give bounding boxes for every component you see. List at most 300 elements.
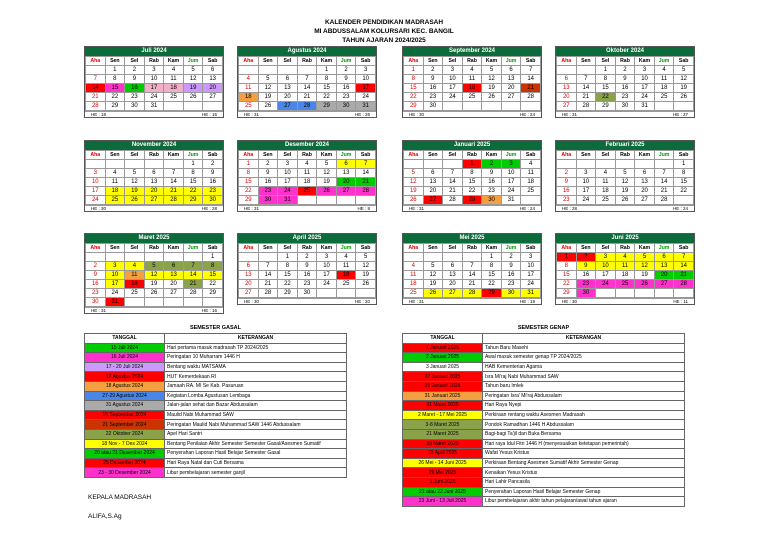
day-header: Sel [443, 151, 463, 160]
day-cell: 5 [482, 66, 502, 75]
day-cell: 12 [615, 178, 635, 187]
day-cell: 3 [443, 66, 463, 75]
event-description: Peringatan 10 Muharram 1446 H [165, 353, 347, 363]
day-cell: 13 [501, 75, 521, 84]
day-cell: 1 [557, 253, 577, 262]
day-cell: 5 [674, 66, 694, 75]
day-header: Kam [317, 57, 337, 66]
day-cell: 24 [317, 280, 337, 289]
effective-days: HE : 31 [91, 308, 107, 313]
day-cell: 10 [278, 169, 298, 178]
day-cell: 29 [183, 196, 203, 205]
day-cell: 7 [258, 262, 278, 271]
column-header: KETERANGAN [165, 334, 347, 344]
table-row [403, 468, 685, 478]
table-row [403, 353, 685, 363]
day-cell: 1 [404, 66, 424, 75]
day-cell: 27 [557, 102, 577, 111]
month-calendar [237, 233, 377, 305]
day-cell: 7 [183, 262, 203, 271]
day-header: Sab [521, 57, 541, 66]
day-cell: 2 [297, 253, 317, 262]
day-cell: 18 [654, 84, 674, 93]
day-cell: 28 [521, 93, 541, 102]
day-cell: 2 [86, 262, 106, 271]
event-description: HAB Kementerian Agama [483, 362, 685, 372]
day-cell: 16 [336, 84, 356, 93]
table-row [403, 458, 685, 468]
day-cell: 4 [596, 169, 616, 178]
day-header: Sab [203, 151, 223, 160]
event-date: 21 September 2024 [85, 420, 165, 430]
day-cell: 9 [258, 169, 278, 178]
day-cell: 18 [336, 271, 356, 280]
day-cell: 16 [615, 84, 635, 93]
day-cell: 2 [336, 66, 356, 75]
day-cell: 15 [317, 84, 337, 93]
day-header: Sen [105, 151, 125, 160]
day-header: Aha [239, 244, 259, 253]
effective-days: HE : 28 [201, 206, 217, 211]
day-cell: 13 [278, 84, 298, 93]
day-cell: 17 [144, 84, 164, 93]
day-cell [297, 196, 317, 205]
day-cell: 6 [239, 262, 259, 271]
day-cell: 3 [144, 66, 164, 75]
day-cell: 27 [443, 289, 463, 298]
day-cell: 4 [521, 160, 541, 169]
day-cell: 2 [576, 253, 596, 262]
day-cell: 2 [501, 253, 521, 262]
day-cell: 9 [336, 75, 356, 84]
month-title: Maret 2025 [85, 234, 223, 243]
event-description: Jamaah RA. MI Se Kab. Pasuruan [165, 381, 347, 391]
day-cell: 17 [443, 84, 463, 93]
day-cell: 6 [501, 66, 521, 75]
day-cell: 6 [635, 169, 655, 178]
day-header: Sab [356, 151, 376, 160]
day-header: Sab [674, 57, 694, 66]
day-cell: 27 [239, 289, 259, 298]
day-cell: 30 [258, 196, 278, 205]
day-cell [336, 196, 356, 205]
event-date: 17 Agustus 2024 [85, 372, 165, 382]
day-header: Sen [423, 57, 443, 66]
day-cell: 20 [654, 271, 674, 280]
day-cell: 28 [86, 102, 106, 111]
day-cell: 14 [183, 271, 203, 280]
day-header: Jum [501, 57, 521, 66]
month-title: April 2025 [238, 234, 376, 243]
effective-days: HE : 18 [91, 112, 107, 117]
event-date: 26 Mei - 14 Juni 2025 [403, 458, 483, 468]
day-cell: 19 [423, 280, 443, 289]
day-cell: 24 [144, 93, 164, 102]
day-header: Jum [183, 57, 203, 66]
day-cell [183, 253, 203, 262]
day-cell [596, 160, 616, 169]
table-row [85, 372, 347, 382]
day-cell: 24 [576, 196, 596, 205]
day-cell: 31 [501, 196, 521, 205]
day-cell [443, 102, 463, 111]
day-cell: 5 [615, 169, 635, 178]
day-cell: 26 [635, 280, 655, 289]
day-header: Kam [164, 57, 184, 66]
event-date: 18 Agustus 2024 [85, 381, 165, 391]
day-cell: 2 [203, 160, 223, 169]
day-cell: 16 [576, 271, 596, 280]
day-cell: 3 [501, 160, 521, 169]
month-footer [403, 298, 541, 304]
table-row [85, 343, 347, 353]
day-cell [443, 253, 463, 262]
day-cell: 18 [404, 280, 424, 289]
day-header: Rab [297, 57, 317, 66]
event-description: Libur pembelajaran akhir tahun pelajaran/awal tahun ajaran [483, 497, 685, 507]
month-title: Mei 2025 [403, 234, 541, 243]
month-footer [556, 205, 694, 211]
day-cell: 8 [278, 262, 298, 271]
day-cell: 19 [125, 187, 145, 196]
table-row [85, 391, 347, 401]
day-cell: 19 [183, 84, 203, 93]
table-row [403, 372, 685, 382]
month-title: Desember 2024 [238, 141, 376, 150]
event-description: Jalan-jalan sehat dan Bazar Abdussalam [165, 401, 347, 411]
table-row [85, 429, 347, 439]
day-cell [239, 253, 259, 262]
day-cell: 26 [674, 93, 694, 102]
day-cell [164, 102, 184, 111]
event-date: 21 atau 22 Juni 2025 [403, 487, 483, 497]
day-header: Kam [164, 151, 184, 160]
day-cell: 22 [462, 187, 482, 196]
month-calendar [555, 233, 695, 305]
day-cell: 20 [144, 187, 164, 196]
signature-name: ALIFA,S.Ag [88, 513, 122, 520]
day-cell: 1 [482, 253, 502, 262]
day-cell: 28 [462, 289, 482, 298]
day-cell: 14 [258, 271, 278, 280]
day-cell: 4 [462, 66, 482, 75]
day-cell [164, 298, 184, 307]
table-row [403, 381, 685, 391]
day-header: Sab [521, 151, 541, 160]
day-header: Jum [501, 151, 521, 160]
day-cell: 21 [86, 93, 106, 102]
day-cell [144, 160, 164, 169]
month-footer [85, 111, 223, 117]
day-cell: 16 [482, 178, 502, 187]
table-row [85, 468, 347, 478]
day-cell [125, 298, 145, 307]
event-date: 31 Maret 2025 [403, 401, 483, 411]
event-description: Bagi-bagi Ta'jil dan Buka Bersama [483, 429, 685, 439]
table-row [403, 449, 685, 459]
day-cell: 26 [125, 196, 145, 205]
effective-days: HE : 19 [519, 299, 535, 304]
day-cell: 12 [404, 178, 424, 187]
event-date: 17 - 20 Juli 2024 [85, 362, 165, 372]
day-header: Rab [615, 244, 635, 253]
day-cell: 31 [635, 102, 655, 111]
day-cell: 18 [596, 187, 616, 196]
day-cell: 28 [356, 187, 376, 196]
day-cell: 26 [317, 187, 337, 196]
day-cell: 15 [596, 84, 616, 93]
day-header: Rab [615, 57, 635, 66]
day-header: Sen [258, 57, 278, 66]
event-date: 29 Mei 2025 [403, 468, 483, 478]
day-cell: 14 [164, 178, 184, 187]
day-cell: 11 [297, 169, 317, 178]
day-header: Sab [203, 57, 223, 66]
day-cell: 3 [356, 66, 376, 75]
event-description: Libur pembelajaran semester ganjil [165, 468, 347, 478]
month-footer [556, 111, 694, 117]
day-cell: 27 [423, 196, 443, 205]
day-cell: 1 [278, 253, 298, 262]
day-cell: 21 [356, 178, 376, 187]
day-header: Rab [462, 244, 482, 253]
day-cell: 2 [482, 160, 502, 169]
day-cell: 20 [423, 187, 443, 196]
month-calendar [84, 140, 224, 212]
day-cell: 18 [521, 178, 541, 187]
day-cell: 13 [203, 75, 223, 84]
day-cell [501, 102, 521, 111]
day-cell: 4 [654, 66, 674, 75]
effective-days: HE : 11 [673, 299, 688, 304]
table-row [403, 391, 685, 401]
day-cell: 15 [674, 178, 694, 187]
day-cell [521, 102, 541, 111]
day-header: Sab [674, 151, 694, 160]
day-cell: 4 [105, 169, 125, 178]
day-header: Kam [164, 244, 184, 253]
day-cell [203, 102, 223, 111]
day-cell [86, 160, 106, 169]
day-cell: 17 [317, 271, 337, 280]
day-cell: 28 [654, 196, 674, 205]
day-cell: 30 [297, 289, 317, 298]
day-cell: 19 [356, 271, 376, 280]
table-row [403, 362, 685, 372]
day-cell: 23 [203, 187, 223, 196]
day-cell: 10 [105, 271, 125, 280]
effective-days: HE : 31 [562, 112, 578, 117]
day-cell: 22 [317, 93, 337, 102]
day-cell: 19 [258, 93, 278, 102]
table-row [85, 458, 347, 468]
day-cell: 13 [239, 271, 259, 280]
day-header: Rab [462, 151, 482, 160]
event-date: 15 Juli 2024 [85, 343, 165, 353]
day-cell: 1 [596, 66, 616, 75]
day-cell: 25 [105, 196, 125, 205]
day-header: Sen [258, 151, 278, 160]
event-description: Isra Mi'raj Nabi Muhammad SAW [483, 372, 685, 382]
event-description: Perkiraan Bentang Asesmen Sumatif Akhir Semester Genap [483, 458, 685, 468]
day-cell: 30 [86, 298, 106, 307]
day-cell: 16 [501, 271, 521, 280]
day-cell [258, 253, 278, 262]
day-cell: 12 [183, 75, 203, 84]
day-cell: 6 [203, 66, 223, 75]
signature-title: KEPALA MADRASAH [88, 494, 152, 501]
day-cell: 17 [278, 178, 298, 187]
day-cell: 20 [336, 178, 356, 187]
day-cell: 3 [576, 169, 596, 178]
day-cell: 18 [125, 280, 145, 289]
day-cell: 15 [404, 84, 424, 93]
day-cell: 10 [86, 178, 106, 187]
day-cell: 16 [297, 271, 317, 280]
event-date: 21 Maret 2025 [403, 429, 483, 439]
event-description: Pondok Ramadhan 1446 H Abdussalam [483, 420, 685, 430]
day-cell: 8 [105, 75, 125, 84]
table-row [403, 497, 685, 507]
event-date: 1 Juni 2025 [403, 477, 483, 487]
header-school: MI ABDUSSALAM KOLURSARI KEC. BANGIL [314, 28, 454, 35]
month-calendar [237, 140, 377, 212]
day-header: Aha [404, 57, 424, 66]
day-header: Sel [278, 151, 298, 160]
day-cell [674, 196, 694, 205]
day-cell: 13 [654, 262, 674, 271]
day-cell: 11 [105, 178, 125, 187]
day-cell: 23 [576, 280, 596, 289]
day-cell: 23 [557, 196, 577, 205]
day-cell: 1 [183, 160, 203, 169]
day-cell: 21 [576, 93, 596, 102]
day-cell: 6 [654, 253, 674, 262]
day-cell: 12 [423, 271, 443, 280]
day-cell: 8 [317, 75, 337, 84]
day-cell: 14 [443, 178, 463, 187]
day-cell: 14 [86, 84, 106, 93]
event-date: 23 Juni - 13 Juli 2025 [403, 497, 483, 507]
month-title: Februari 2025 [556, 141, 694, 150]
table-row [85, 401, 347, 411]
day-header: Sab [674, 244, 694, 253]
month-calendar [237, 46, 377, 118]
effective-days: HE : 26 [354, 112, 370, 117]
day-cell [482, 102, 502, 111]
day-cell [557, 66, 577, 75]
day-header: Jum [654, 151, 674, 160]
month-footer [556, 298, 694, 304]
day-cell: 25 [239, 102, 259, 111]
effective-days: HE : 28 [562, 206, 578, 211]
day-cell: 5 [183, 66, 203, 75]
day-cell: 29 [239, 196, 259, 205]
day-cell: 11 [239, 84, 259, 93]
day-cell: 10 [596, 262, 616, 271]
day-cell: 28 [164, 196, 184, 205]
day-header: Sel [125, 244, 145, 253]
day-cell: 24 [635, 93, 655, 102]
month-calendar [555, 140, 695, 212]
effective-days: HE : 31 [409, 206, 425, 211]
table-row [85, 439, 347, 449]
day-header: Rab [297, 151, 317, 160]
event-date: 22 Oktober 2024 [85, 429, 165, 439]
day-header: Sel [443, 57, 463, 66]
event-description: Perkiraan rentang waktu Asesmen Madrasah [483, 410, 685, 420]
day-header: Aha [239, 151, 259, 160]
day-cell: 22 [404, 93, 424, 102]
day-cell [336, 289, 356, 298]
month-calendar [555, 46, 695, 118]
event-date: 2 Januari 2025 [403, 353, 483, 363]
day-cell: 17 [635, 84, 655, 93]
day-cell [297, 66, 317, 75]
day-header: Jum [183, 244, 203, 253]
effective-days: HE : 24 [519, 206, 535, 211]
day-cell: 28 [443, 196, 463, 205]
day-cell: 21 [183, 280, 203, 289]
day-cell: 3 [596, 253, 616, 262]
day-cell: 11 [404, 271, 424, 280]
day-cell: 3 [635, 66, 655, 75]
day-cell: 6 [423, 169, 443, 178]
day-cell: 19 [404, 187, 424, 196]
day-cell: 9 [297, 262, 317, 271]
month-title: Oktober 2024 [556, 47, 694, 56]
day-cell: 19 [482, 84, 502, 93]
day-cell: 5 [258, 75, 278, 84]
day-header: Aha [86, 244, 106, 253]
table-row [403, 410, 685, 420]
semester-ganjil-table [84, 324, 347, 478]
event-date: 27 Januari 2025 [403, 372, 483, 382]
day-cell: 7 [462, 262, 482, 271]
effective-days: HE : 20 [354, 299, 370, 304]
event-date: 3-8 Maret 2025 [403, 420, 483, 430]
day-cell: 21 [164, 187, 184, 196]
table-row [403, 401, 685, 411]
day-cell: 23 [86, 289, 106, 298]
day-cell: 22 [482, 280, 502, 289]
day-cell [144, 253, 164, 262]
day-cell: 14 [521, 75, 541, 84]
day-cell: 30 [501, 289, 521, 298]
day-cell: 13 [443, 271, 463, 280]
day-cell: 18 [462, 84, 482, 93]
day-cell: 10 [635, 75, 655, 84]
day-cell: 15 [557, 271, 577, 280]
day-cell: 4 [615, 253, 635, 262]
month-title: Januari 2025 [403, 141, 541, 150]
month-title: November 2024 [85, 141, 223, 150]
day-cell: 8 [674, 169, 694, 178]
month-calendar [402, 140, 542, 212]
day-cell: 11 [654, 75, 674, 84]
event-date: 20 atau 21 Desember 2024 [85, 449, 165, 459]
day-cell [557, 160, 577, 169]
day-cell [125, 253, 145, 262]
day-cell: 21 [297, 93, 317, 102]
day-cell [144, 298, 164, 307]
day-cell: 8 [482, 262, 502, 271]
day-header: Sab [203, 244, 223, 253]
day-cell: 5 [635, 253, 655, 262]
table-row [85, 449, 347, 459]
day-cell: 20 [443, 280, 463, 289]
day-header: Jum [501, 244, 521, 253]
